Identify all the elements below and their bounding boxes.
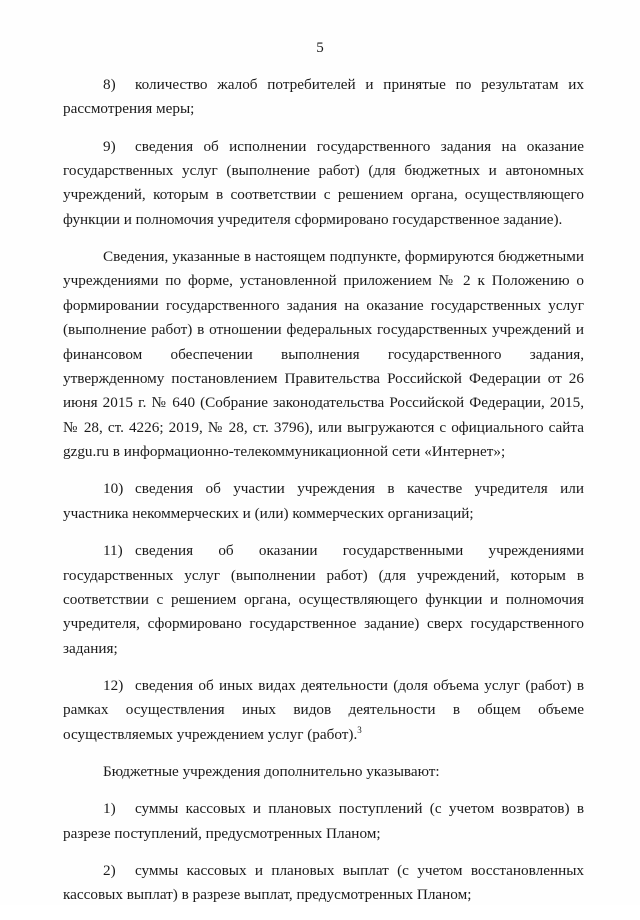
paragraph-text: суммы кассовых и плановых выплат (с учетом восстановленных кассовых выплат) в разрезе выплат, предусмотренных Планом; bbox=[63, 861, 584, 904]
item-number: 10) bbox=[103, 480, 124, 498]
paragraph-item-11 bbox=[63, 539, 584, 661]
paragraph-text: количество жалоб потребителей и принятые по результатам их рассмотрения меры; bbox=[63, 76, 584, 118]
page-number: 5 bbox=[316, 40, 324, 56]
item-number: 9) bbox=[103, 137, 116, 155]
paragraph-budget-intro bbox=[63, 760, 584, 784]
paragraph-text: Бюджетные учреждения дополнительно указывают: bbox=[103, 762, 440, 780]
item-number: 1) bbox=[103, 800, 116, 818]
paragraph-item-8 bbox=[63, 73, 584, 122]
item-number: 2) bbox=[103, 861, 116, 879]
paragraph-item-12 bbox=[63, 674, 584, 747]
paragraph-budget-item-2 bbox=[63, 859, 584, 908]
paragraph-item-10 bbox=[63, 477, 584, 526]
item-number: 8) bbox=[103, 76, 116, 93]
paragraph-text: сведения об иных видах деятельности (доля объема услуг (работ) в рамках осуществления иных видов деятельности в общем объеме осуществляемых учреждением услуг (работ). bbox=[63, 676, 584, 743]
paragraph-budget-item-1 bbox=[63, 797, 584, 846]
item-number: 11) bbox=[103, 542, 123, 560]
paragraph-text: Сведения, указанные в настоящем подпункте, формируются бюджетными учреждениями по форме, установленной приложением № 2 к Положению о формировании государственного задания на оказание государственных услуг (выполнение работ) в отношении федеральных государственных учреждений и финансовом обеспечении выполнения государственного задания, утвержденному постановлением Правительства Российской Федерации от 26 июня 2015 г. № 640 (Собрание законодательства Российской Федерации, 2015, № 28, ст. 4226; 2019, № 28, ст. 3796), или выгружаются с официального сайта gzgu.ru в информационно-телекоммуникационной сети «Интернет»; bbox=[63, 248, 584, 461]
footnote-marker: 3 bbox=[357, 724, 362, 735]
paragraph-text: сведения об участии учреждения в качестве учредителя или участника некоммерческих и (или) коммерческих организаций; bbox=[63, 480, 584, 522]
paragraph-text: сведения об исполнении государственного задания на оказание государственных услуг (выполнение работ) (для бюджетных и автономных учреждений, которым в соответствии с решением органа, осуществляющего функции и полномочия учредителя сформировано государственное задание). bbox=[63, 137, 584, 228]
paragraph-text: суммы кассовых и плановых поступлений (с учетом возвратов) в разрезе поступлений, предусмотренных Планом; bbox=[63, 800, 584, 842]
paragraph-info-note bbox=[63, 245, 584, 465]
document-body bbox=[63, 73, 584, 920]
item-number: 12) bbox=[103, 676, 124, 694]
paragraph-item-9 bbox=[63, 135, 584, 233]
paragraph-text: сведения об оказании государственными учреждениями государственных услуг (выполнении работ) (для учреждений, которым в соответствии с решением органа, осуществляющего функции и полномочия учредителя, сформировано государственное задание) сверх государственного задания; bbox=[63, 542, 584, 657]
